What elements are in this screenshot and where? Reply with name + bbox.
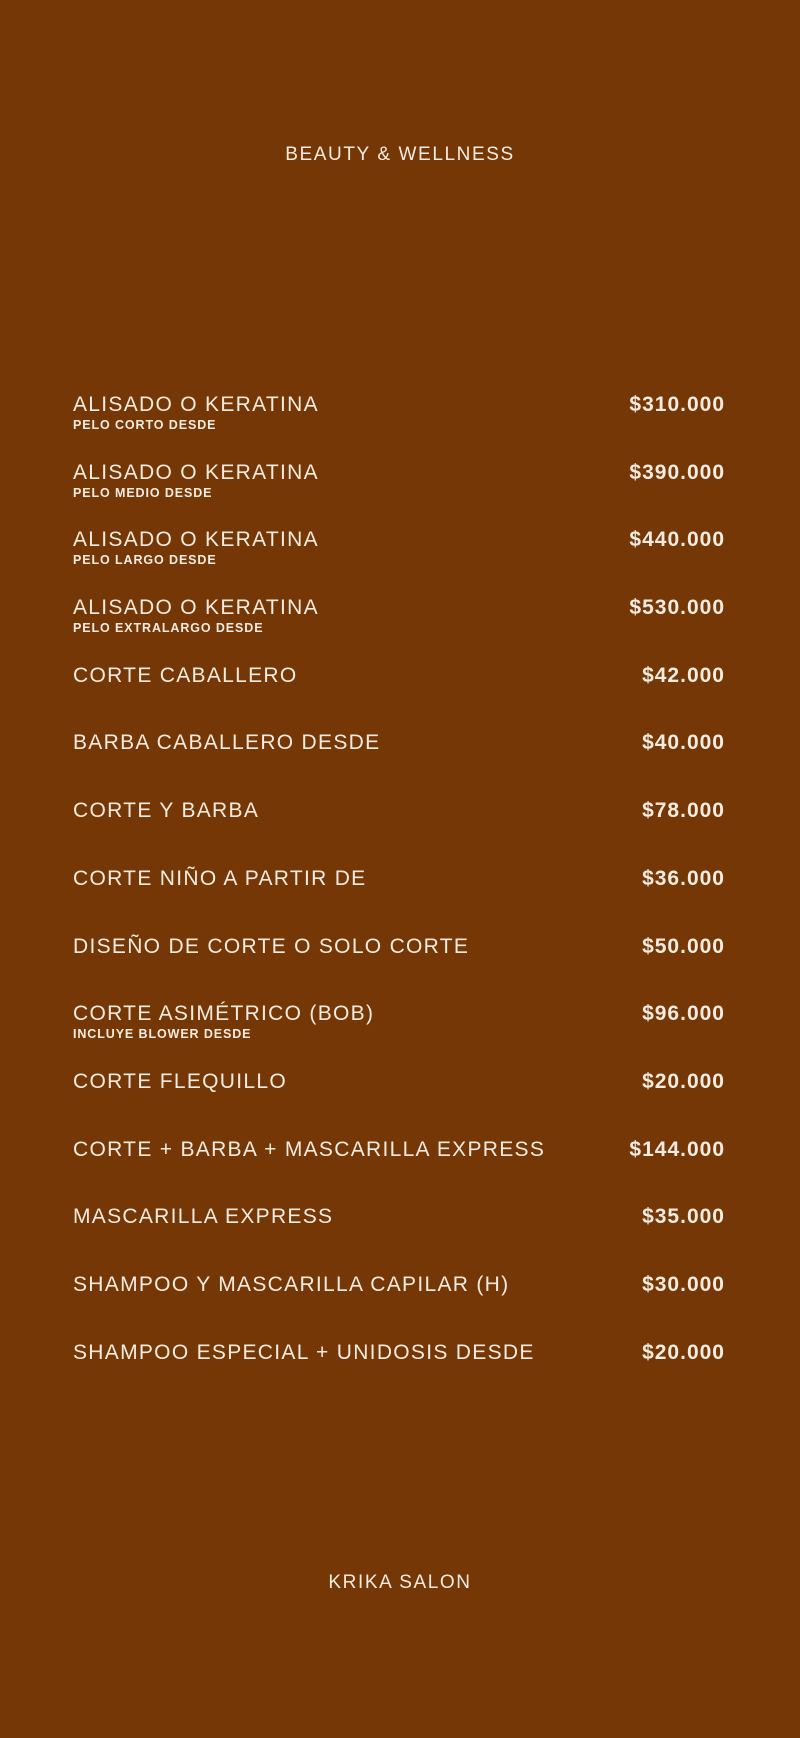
service-price: $40.000 [642,731,725,755]
service-detail: PELO CORTO DESDE [73,418,217,432]
service-name: CORTE NIÑO A PARTIR DE [73,866,367,890]
list-item [73,932,725,1000]
service-name: DISEÑO DE CORTE O SOLO CORTE [73,934,470,958]
service-price: $42.000 [642,663,725,687]
list-item [73,1338,725,1406]
service-price: $310.000 [629,393,725,416]
service-name: ALISADO O KERATINA [73,460,319,484]
price-list [73,390,725,1405]
list-item [73,796,725,864]
list-item [73,661,725,729]
list-item [73,1135,725,1203]
list-item [73,1270,725,1338]
service-price: $144.000 [629,1137,725,1161]
service-name: CORTE + BARBA + MASCARILLA EXPRESS [73,1137,546,1161]
list-item [73,999,725,1067]
list-item [73,525,725,593]
list-item [73,390,725,458]
service-name: CORTE Y BARBA [73,799,260,823]
service-detail: PELO LARGO DESDE [73,553,217,568]
page-title: BEAUTY & WELLNESS [285,144,515,165]
service-price: $20.000 [642,1069,725,1093]
service-name: SHAMPOO Y MASCARILLA CAPILAR (H) [73,1272,510,1296]
service-name: BARBA CABALLERO DESDE [73,731,381,755]
service-name: CORTE FLEQUILLO [73,1069,287,1093]
list-item [73,1202,725,1270]
service-price: $36.000 [642,866,725,890]
list-item [73,458,725,526]
list-item [73,728,725,796]
service-name: MASCARILLA EXPRESS [73,1205,334,1229]
service-price: $35.000 [642,1205,725,1229]
service-price: $50.000 [642,934,725,958]
service-detail: INCLUYE BLOWER DESDE [73,1027,252,1042]
service-name: ALISADO O KERATINA [73,528,319,552]
brand-name: KRIKA SALON [328,1572,472,1593]
service-price: $440.000 [629,528,725,552]
list-item [73,1067,725,1135]
service-price: $96.000 [642,1002,725,1026]
service-name: CORTE ASIMÉTRICO (BOB) [73,1002,375,1026]
service-detail: PELO MEDIO DESDE [73,485,213,500]
service-price: $30.000 [642,1272,725,1296]
service-price: $20.000 [642,1340,725,1364]
service-detail: PELO EXTRALARGO DESDE [73,621,264,636]
service-price: $390.000 [629,460,725,484]
service-name: CORTE CABALLERO [73,663,298,687]
service-price: $530.000 [629,596,725,620]
service-name: SHAMPOO ESPECIAL + UNIDOSIS DESDE [73,1340,535,1364]
list-item [73,864,725,932]
service-name: ALISADO O KERATINA [73,393,319,416]
service-name: ALISADO O KERATINA [73,596,319,620]
list-item [73,593,725,661]
service-price: $78.000 [642,799,725,823]
